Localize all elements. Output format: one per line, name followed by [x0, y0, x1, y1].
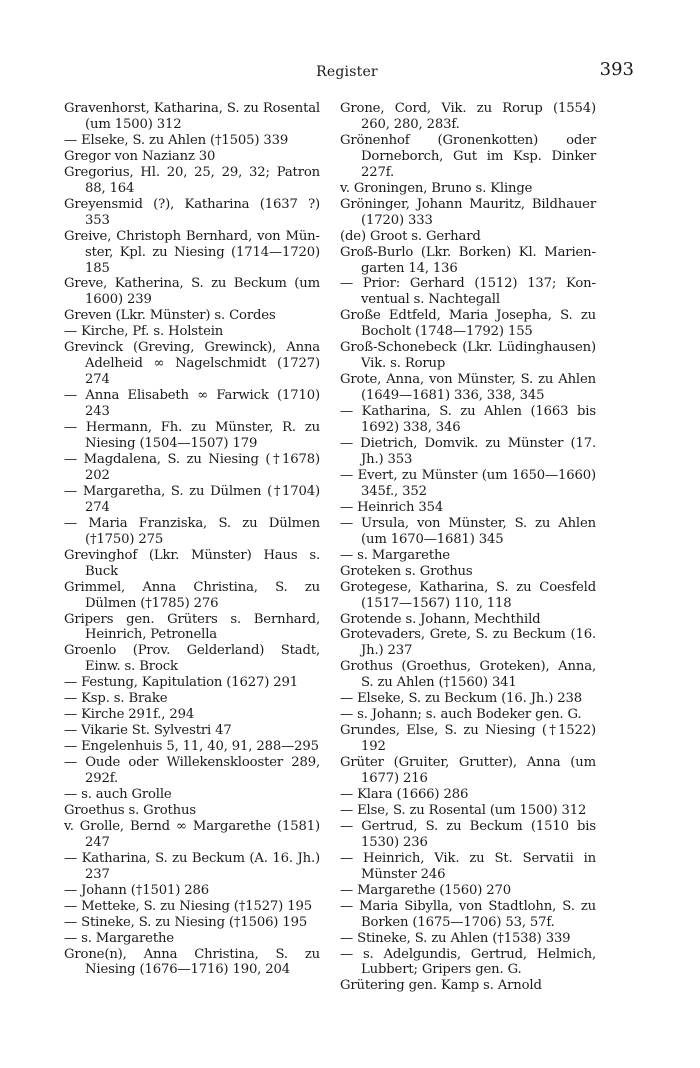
index-entry: Groß-Burlo (Lkr. Borken) Kl. Mariengarten 14, 136	[340, 244, 596, 276]
index-entry: Grotegese, Katharina, S. zu Coesfeld (1517—1567) 110, 118	[340, 579, 596, 611]
index-entry: Grönenhof (Gronenkotten) oder Dorneborch, Gut im Ksp. Dinker 227f.	[340, 132, 596, 180]
index-entry: — Prior: Gerhard (1512) 137; Konventual s. Nachtegall	[340, 276, 596, 308]
index-entry: — Elseke, S. zu Beckum (16. Jh.) 238	[340, 691, 583, 707]
index-entry: Grevinghof (Lkr. Münster) Haus s. Buck	[64, 547, 320, 579]
index-entry: Gregor von Nazianz 30	[64, 148, 216, 164]
index-entry: Gröninger, Johann Mauritz, Bildhauer (1720) 333	[340, 196, 596, 228]
index-entry: — Klara (1666) 286	[340, 786, 469, 802]
index-entry: — Festung, Kapitulation (1627) 291	[64, 675, 298, 691]
index-entry: — Margaretha, S. zu Dülmen (†1704) 274	[64, 483, 320, 515]
index-entry: — Heinrich, Vik. zu St. Servatii in Münster 246	[340, 850, 596, 882]
index-entry: Grevinck (Greving, Grewinck), Anna Adelheid ∞ Nagelschmidt (1727) 274	[64, 340, 320, 388]
index-entry: Gripers gen. Grüters s. Bernhard, Heinrich, Petronella	[64, 611, 320, 643]
index-entry: — Katharina, S. zu Beckum (A. 16. Jh.) 237	[64, 850, 320, 882]
index-entry: — s. Margarethe	[340, 547, 450, 563]
index-entry: Greyensmid (?), Katharina (1637 ?) 353	[64, 196, 320, 228]
page-number: 393	[599, 59, 634, 80]
index-entry: v. Grolle, Bernd ∞ Margarethe (1581) 247	[64, 818, 320, 850]
index-entry: — Evert, zu Münster (um 1650—1660) 345f., 352	[340, 467, 596, 499]
index-entry: Grote, Anna, von Münster, S. zu Ahlen (1649—1681) 336, 338, 345	[340, 372, 596, 404]
page-title: Register	[316, 64, 378, 80]
index-entry: Grimmel, Anna Christina, S. zu Dülmen (†1785) 276	[64, 579, 320, 611]
index-entry: — Stineke, S. zu Ahlen (†1538) 339	[340, 930, 571, 946]
index-entry: Groethus s. Grothus	[64, 802, 196, 818]
index-entry: — Ursula, von Münster, S. zu Ahlen (um 1670—1681) 345	[340, 515, 596, 547]
index-entry: — Maria Sibylla, von Stadtlohn, S. zu Borken (1675—1706) 53, 57f.	[340, 898, 596, 930]
index-entry: — Metteke, S. zu Niesing (†1527) 195	[64, 898, 312, 914]
index-entry: Groenlo (Prov. Gelderland) Stadt, Einw. s. Brock	[64, 643, 320, 675]
index-entry: Große Edtfeld, Maria Josepha, S. zu Bocholt (1748—1792) 155	[340, 308, 596, 340]
index-entry: Gregorius, Hl. 20, 25, 29, 32; Patron 88, 164	[64, 164, 320, 196]
index-entry: — Stineke, S. zu Niesing (†1506) 195	[64, 914, 308, 930]
index-entry: — Elseke, S. zu Ahlen (†1505) 339	[64, 132, 289, 148]
page-header	[60, 56, 634, 86]
left-column	[64, 101, 320, 978]
index-entry: v. Groningen, Bruno s. Klinge	[340, 180, 533, 196]
index-entry: Grundes, Else, S. zu Niesing (†1522) 192	[340, 723, 596, 755]
index-entry: — Katharina, S. zu Ahlen (1663 bis 1692) 338, 346	[340, 404, 596, 436]
index-entry: — Ksp. s. Brake	[64, 691, 168, 707]
index-entry: — s. auch Grolle	[64, 786, 172, 802]
index-entry: — Anna Elisabeth ∞ Farwick (1710) 243	[64, 388, 320, 420]
index-entry: Grütering gen. Kamp s. Arnold	[340, 978, 542, 994]
index-entry: — Kirche, Pf. s. Holstein	[64, 324, 224, 340]
index-entry: (de) Groot s. Gerhard	[340, 228, 481, 244]
index-entry: — Vikarie St. Sylvestri 47	[64, 723, 232, 739]
index-entry: Greive, Christoph Bernhard, von Münster, Kpl. zu Niesing (1714—1720) 185	[64, 228, 320, 276]
index-entry: — Gertrud, S. zu Beckum (1510 bis 1530) 236	[340, 818, 596, 850]
index-entry: — Else, S. zu Rosental (um 1500) 312	[340, 802, 587, 818]
right-column	[340, 101, 596, 994]
index-entry: — Maria Franziska, S. zu Dülmen (†1750) 275	[64, 515, 320, 547]
index-entry: Grone(n), Anna Christina, S. zu Niesing (1676—1716) 190, 204	[64, 946, 320, 978]
index-entry: Grothus (Groethus, Groteken), Anna, S. zu Ahlen (†1560) 341	[340, 659, 596, 691]
index-entry: — Dietrich, Domvik. zu Münster (17. Jh.) 353	[340, 436, 596, 467]
index-entry: — Kirche 291f., 294	[64, 707, 195, 723]
index-entry: Grotevaders, Grete, S. zu Beckum (16. Jh.) 237	[340, 627, 596, 659]
index-entry: — Engelenhuis 5, 11, 40, 91, 288—295	[64, 739, 319, 755]
index-entry: — Johann (†1501) 286	[64, 882, 209, 898]
index-entry: Groteken s. Grothus	[340, 563, 473, 579]
index-entry: — Heinrich 354	[340, 499, 444, 515]
index-entry: — Hermann, Fh. zu Münster, R. zu Niesing (1504—1507) 179	[64, 420, 320, 452]
index-entry: Gravenhorst, Katharina, S. zu Rosental (um 1500) 312	[64, 101, 320, 132]
index-entry: Grüter (Gruiter, Grutter), Anna (um 1677) 216	[340, 755, 596, 787]
index-entry: — Margarethe (1560) 270	[340, 882, 512, 898]
index-entry: — Oude oder Willekensklooster 289, 292f.	[64, 755, 320, 787]
index-entry: Grone, Cord, Vik. zu Rorup (1554) 260, 280, 283f.	[340, 101, 596, 132]
index-entry: Grotende s. Johann, Mechthild	[340, 611, 541, 627]
index-entry: — s. Margarethe	[64, 930, 174, 946]
index-entry: — s. Johann; s. auch Bodeker gen. G.	[340, 707, 582, 723]
index-entry: Greve, Katherina, S. zu Beckum (um 1600) 239	[64, 276, 320, 308]
index-entry: Greven (Lkr. Münster) s. Cordes	[64, 308, 276, 324]
index-entry: Groß-Schonebeck (Lkr. Lüdinghausen) Vik. s. Rorup	[340, 340, 596, 372]
index-entry: — Magdalena, S. zu Niesing (†1678) 202	[64, 451, 320, 483]
index-entry: — s. Adelgundis, Gertrud, Helmich, Lubbert; Gripers gen. G.	[340, 946, 596, 978]
